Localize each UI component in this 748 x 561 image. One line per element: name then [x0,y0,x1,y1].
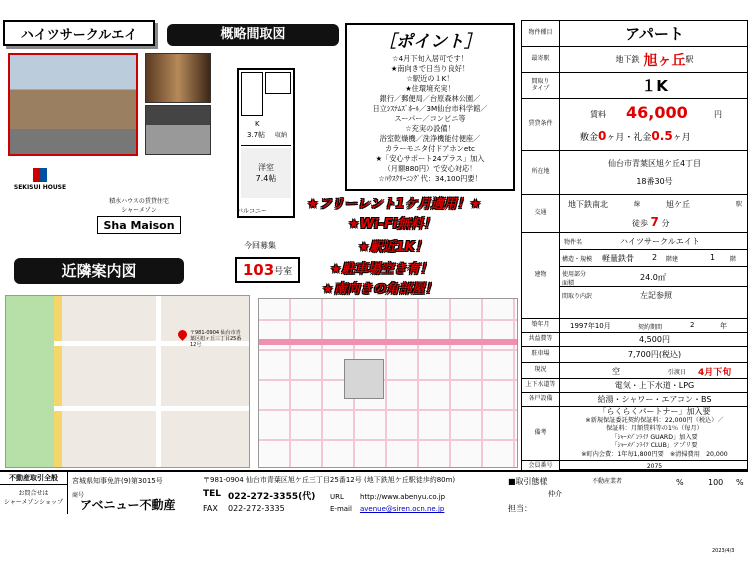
name-value: ハイツサークルエイト [620,237,700,246]
access-station: 旭ケ丘 [666,200,690,209]
walk-value: 7 [650,215,659,229]
point-line: ☆充実の設備！ [405,124,455,133]
common-value: 4,500円 [639,335,670,344]
building-title-box [3,20,155,46]
area-row [560,267,748,287]
mode-label: ■取引態様 [508,477,548,486]
floors-unit: 階建 [666,256,679,263]
street-map-marker: 〒981-0904 仙台市青葉区旭ヶ丘三丁目25番12号 [190,330,242,348]
tel-label: TEL [203,489,222,499]
recruit-box [235,257,300,283]
remark-line: 「ｼｬｰﾒｿﾞﾝﾗｲﾌ CLUB」アプリ要 [611,442,698,450]
floors-value: 2 [652,253,658,262]
point-line: ★南向きで日当り良好！ [390,64,470,73]
kitchen-area [241,118,291,146]
point-box [345,23,515,191]
ad-line-south: ★南向きの角部屋！ [322,282,438,297]
floor-unit: 階 [730,256,737,263]
structure-value: 軽量鉄骨 [602,254,634,263]
orientation-label: 間取り内訳 [562,293,593,300]
status-cell [560,363,748,378]
footer-badge-title: 不動産取引全般 [0,472,67,485]
row-status [522,363,748,379]
ad-line-parking: ★駐車場空き有！ [330,262,433,277]
email-link[interactable]: avenue@siren.ocn.ne.jp [360,505,445,513]
type-value: アパート [625,25,684,43]
point-line: スーパー／コンビニ等 [394,114,466,123]
address-value: 仙台市青葉区旭ケ丘4丁目 [607,159,702,168]
road-horizontal [54,406,250,411]
recruit-suffix: 号室 [274,266,293,277]
term-unit: 年 [720,322,727,330]
sekisui-logo-text: SEKISUI HOUSE [13,184,67,191]
neighborhood-title-box [14,258,184,284]
common-label: 共益費等 [522,333,560,346]
fee-percent: % [676,478,684,487]
point-line: ☆4月下旬入居可です！ [392,54,468,63]
name-label: 物件名 [564,239,583,246]
handover-value: 4月下旬 [698,368,732,378]
year-value: 1997年10月 [570,322,611,330]
rent-group-label: 賃貸条件 [522,99,560,150]
access-label: 交通 [522,195,560,232]
address-label: 所在地 [522,151,560,194]
fee-value: 100 [708,478,724,487]
key-unit: ヶ月 [672,133,691,143]
mode-value: 仲介 [548,490,562,498]
remarks-label: 備考 [522,407,560,460]
main-road [54,296,62,468]
key-value: 0.5 [651,129,673,143]
station-value [560,47,748,72]
rent-label: 賃料 [590,110,606,119]
remarks-cell [560,407,748,460]
point-line: （月額880円）で安心対応！ [383,164,477,173]
footer [0,470,748,561]
fee-unit: % [736,478,744,487]
row-parking [522,347,748,363]
access-station-suffix: 駅 [736,201,743,208]
deposit-label: 敷金 [580,133,599,143]
road-vertical [156,296,161,468]
row-address [522,151,748,195]
orientation-row [560,287,748,304]
row-remarks [522,407,748,461]
remark-line: ※町内会費：1年毎1,800円要 ※清掃費用 20,000 [581,450,728,458]
floorplan-title: 概略間取図 [220,27,286,42]
footer-badge-shop: シャーメゾンショップ [3,499,64,506]
contact-label: 担当： [508,504,532,513]
remark-line: 「ｼｬｰﾒｿﾞﾝﾗｲﾌ GUARD」加入要 [611,433,698,441]
license-label: 商号 [72,492,85,499]
parking-label: 駐車場 [522,347,560,362]
term-label: 契約期間 [638,324,663,331]
storage-label: 収納 [275,132,288,139]
address-lot: 18番30号 [636,177,673,186]
bath-area [241,72,263,116]
remark-line: 保証料：月額賃料等の1％（毎月） [606,425,703,433]
walk-label: 徒歩 [632,219,648,228]
access-cell [560,195,748,232]
main-avenue [259,339,518,345]
floorplan [237,68,295,218]
row-common [522,333,748,347]
print-date: 2023/4/3 [712,548,735,554]
floor-value: 1 [710,253,716,262]
street-map [5,295,250,468]
access-line: 地下鉄南北 [568,200,608,209]
station-line: 地下鉄 [615,55,640,64]
toilet-area [265,72,291,94]
member-label: 会員番号 [522,461,560,471]
row-utilities [522,379,748,393]
row-year [522,319,748,333]
key-label: ・礼金 [624,133,652,143]
ad-line-free-rent: ★フリーレント1ケ月適用！★ [307,197,482,212]
park-area [6,296,54,468]
email-label: E-mail [330,505,352,513]
area-value: 24.0㎡ [640,273,666,282]
area-label: 使用部分 面積 [562,271,587,287]
rent-cell [560,99,748,150]
orientation-value: 左記参照 [640,291,672,300]
row-building [522,233,748,319]
station-label: 最寄駅 [522,47,560,72]
row-station [522,47,748,73]
footer-badge [0,472,68,514]
room-label: 洋室 [258,163,274,172]
ad-line-wifi: ★Wi-Fi無料！ [348,217,437,232]
road-grid [259,299,518,468]
location-pin-icon [176,328,189,341]
layout-label: 間取り タイプ [522,73,560,98]
building-photo-exterior [8,53,138,156]
room-photo [145,53,211,103]
shamaison-caption: 積水ハウスの賃貸住宅 シャーメゾン [109,198,169,214]
station-suffix: 駅 [685,55,694,64]
equipment-label: 各戸設備 [522,393,560,406]
row-access [522,195,748,233]
point-line: ★「安心サポート24プラス」加入 [375,154,485,163]
footer-badge-sub: お問合せは [18,490,49,497]
structure-label: 構造・規模 [562,256,593,263]
member-value: 2075 [646,462,663,470]
equipment-value: 給湯・シャワー・エアコン・BS [597,395,712,404]
remark-line: 「らくらくパートナー」加入要 [598,407,711,416]
row-equipment [522,393,748,407]
room-size: 7.4帖 [255,174,277,183]
name-row [560,233,748,250]
detail-map [258,298,518,468]
point-line: ☆ﾊｳｽｸﾘｰﾆﾝｸﾞ代：34,100円要！ [378,174,482,183]
kitchen-label: K [255,120,260,128]
rent-value: 46,000 [626,103,688,122]
tel-value: 022-272-3355(代) [228,492,316,502]
parking-value: 7,700円(税込) [627,350,682,359]
access-line-suffix: 線 [634,201,641,208]
layout-value: １K [641,77,668,95]
building-cell [560,233,748,318]
fee-label: 不動産業者 [592,478,623,485]
postal-address: 〒981-0904 仙台市青葉区旭ケ丘三丁目25番12号 (地下鉄旭ケ丘駅徒歩約80m) [203,476,456,484]
license: 宮城県知事免許(9)第3015号 [72,477,163,485]
building-label: 建物 [522,233,560,318]
walk-line [632,215,669,229]
row-layout [522,73,748,99]
remark-line: ※新規保証委託契約保証料：22,000円（税込）／ [585,416,724,424]
point-line: カラーモニタ付ドアホンetc [384,144,476,153]
rent-unit: 円 [714,110,722,119]
structure-row [560,250,748,267]
deposit-line [580,129,691,143]
deposit-unit: ヶ月 [606,133,625,143]
floorplan-title-box [167,24,339,46]
target-building [344,359,384,399]
station-name: 旭ヶ丘 [643,52,686,69]
utilities-label: 上下水道等 [522,379,560,392]
point-lines [347,54,513,184]
point-line: ☆駅近の１K！ [406,74,454,83]
handover-label: 引渡日 [668,369,687,376]
type-label: 物件種目 [522,21,560,46]
fax-value: 022-272-3335 [228,504,285,513]
point-title: ［ポイント］ [379,32,481,52]
deposit-value: 0 [598,129,607,143]
property-table [521,20,748,470]
point-line: 日立ｼｽﾃﾑｽﾞﾎｰﾙ／3M仙台市科学館／ [372,104,488,113]
status-value: 空 [612,367,620,376]
term-value: 2 [690,321,695,329]
year-label: 築年月 [522,319,560,332]
building-title: ハイツサークルエイ [20,27,138,43]
utilities-value: 電気・上下水道・LPG [614,381,695,390]
url-label: URL [330,493,344,501]
status-label: 現況 [522,363,560,378]
recruit-label: 今回募集 [244,241,276,250]
row-type [522,21,748,47]
point-line: 銀行／郵便局／台原森林公園／ [379,94,481,103]
western-room [241,148,291,198]
recruit-room: 103 [242,261,275,279]
point-line: 浴室乾燥機／洗浄機能付便座／ [379,134,481,143]
shamaison-logo: Sha Maison [97,216,181,234]
ad-line-station: ★駅近1K！ [358,240,428,255]
balcony-label: バルコニー [237,208,268,215]
company-name: アベニュー不動産 [80,498,176,512]
parking-photo [145,105,211,155]
neighborhood-title: 近隣案内図 [61,262,137,280]
sekisui-logo-mark [33,168,47,182]
address-cell [560,151,748,194]
point-line: ★住環境充実！ [405,84,455,93]
kitchen-size: 3.7帖 [247,131,266,139]
walk-unit: 分 [661,219,670,228]
fax-label: FAX [203,504,218,513]
row-rent [522,99,748,151]
url-link[interactable]: http://www.abenyu.co.jp [360,493,446,501]
year-cell [560,319,748,332]
sekisui-logo [10,168,70,198]
